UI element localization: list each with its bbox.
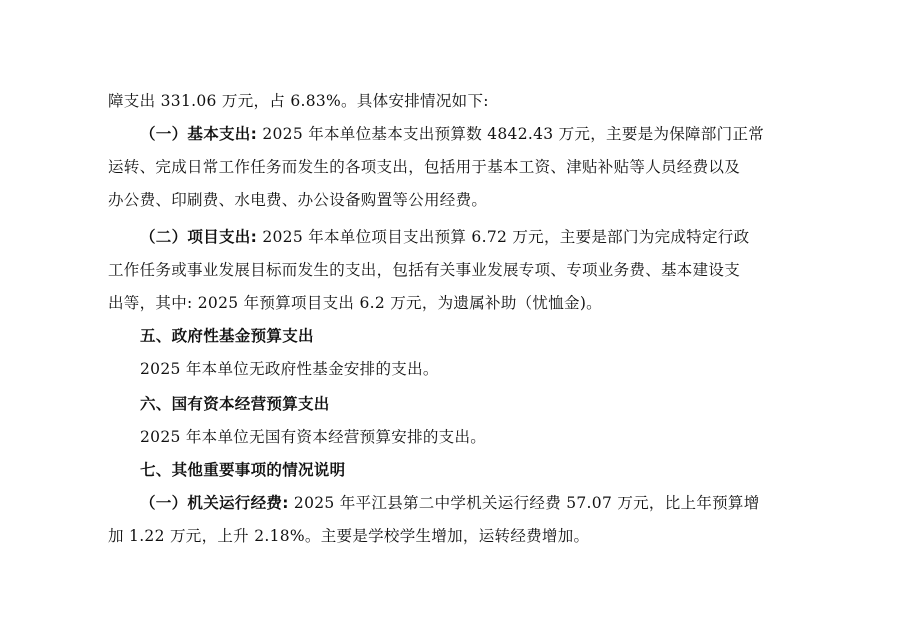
- body-text: 加 1.22 万元，上升 2.18%。主要是学校学生增加，运转经费增加。: [108, 527, 590, 545]
- paragraph-line: [108, 288, 602, 318]
- body-text: 2025 年本单位基本支出预算数 4842.43 万元，主要是为保障部门正常: [257, 125, 765, 143]
- paragraph-line: [140, 119, 764, 149]
- body-text: 办公费、印刷费、水电费、办公设备购置等公用经费。: [108, 191, 488, 209]
- subsection-heading: （一）基本支出:: [140, 125, 258, 143]
- paragraph-line: [140, 222, 749, 252]
- section-heading-line: [140, 321, 314, 351]
- body-text: 2025 年本单位项目支出预算 6.72 万元，主要是部门为完成特定行政: [257, 228, 750, 246]
- body-text: 2025 年本单位无政府性基金安排的支出。: [140, 360, 439, 378]
- subsection-heading: （一）机关运行经费:: [140, 494, 289, 512]
- body-text: 出等，其中: 2025 年预算项目支出 6.2 万元，为遗属补助（忧恤金)。: [108, 294, 602, 312]
- section-heading-line: [140, 389, 330, 419]
- body-text: 工作任务或事业发展目标而发生的支出，包括有关事业发展专项、专项业务费、基本建设支: [108, 261, 741, 279]
- body-text: 障支出 331.06 万元，占 6.83%。具体安排情况如下:: [108, 92, 489, 110]
- paragraph-line: [108, 86, 489, 116]
- body-text: 运转、完成日常工作任务而发生的各项支出，包括用于基本工资、津贴补贴等人员经费以及: [108, 158, 741, 176]
- section-heading: 七、其他重要事项的情况说明: [140, 461, 346, 479]
- paragraph-line: [108, 255, 740, 285]
- paragraph-line: [140, 422, 486, 452]
- paragraph-line: [140, 354, 439, 384]
- paragraph-line: [108, 152, 740, 182]
- paragraph-line: [108, 185, 487, 215]
- body-text: 2025 年本单位无国有资本经营预算安排的支出。: [140, 428, 487, 446]
- paragraph-line: [108, 521, 589, 551]
- section-heading: 六、国有资本经营预算支出: [140, 395, 330, 413]
- section-heading-line: [140, 455, 345, 485]
- subsection-heading: （二）项目支出:: [140, 228, 258, 246]
- body-text: 2025 年平江县第二中学机关运行经费 57.07 万元，比上年预算增: [288, 494, 760, 512]
- paragraph-line: [140, 488, 760, 518]
- section-heading: 五、政府性基金预算支出: [140, 327, 314, 345]
